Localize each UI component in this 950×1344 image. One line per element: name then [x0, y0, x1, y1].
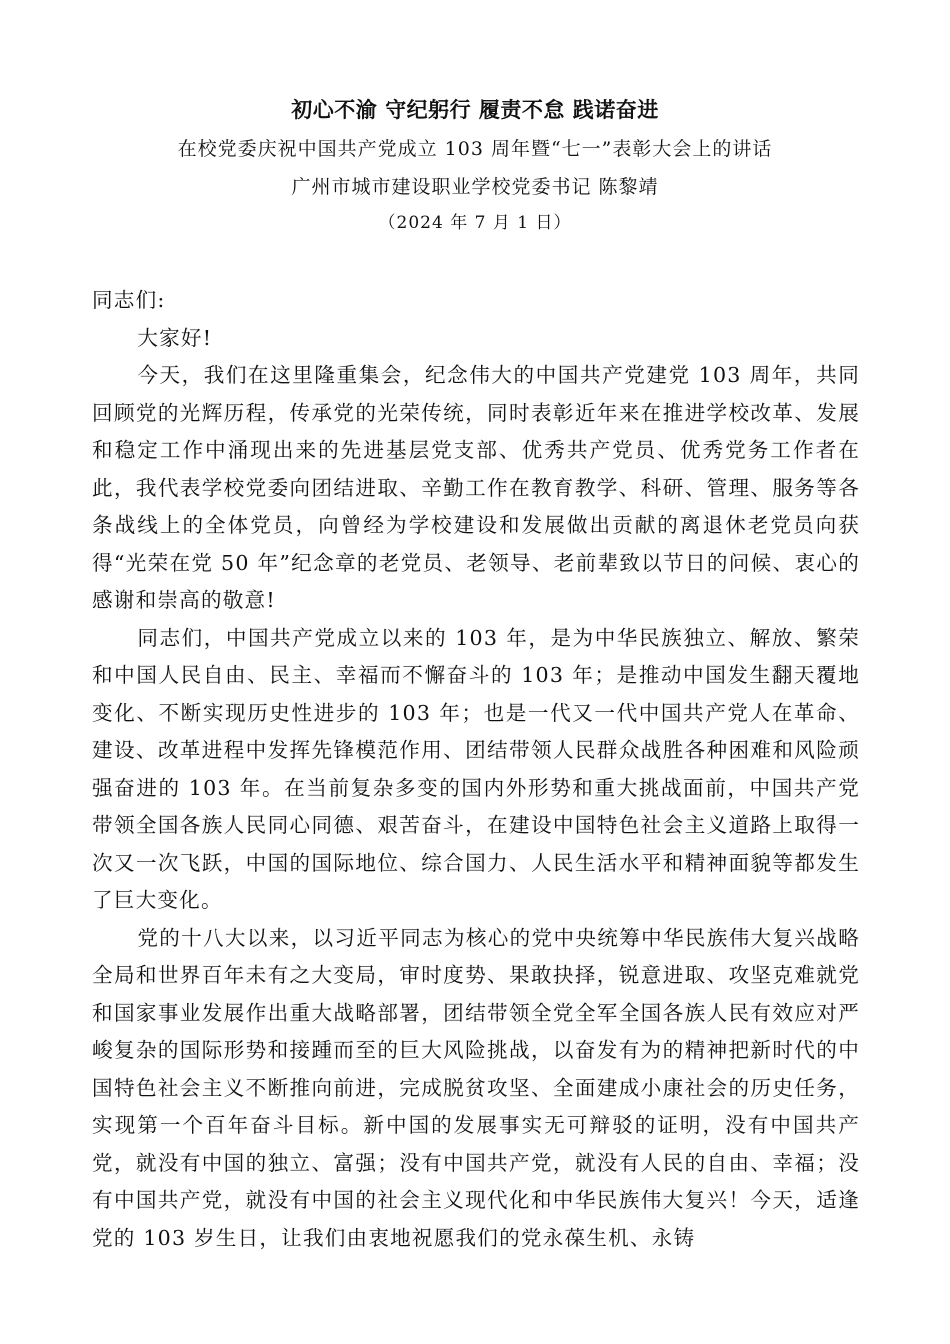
paragraph: 党的十八大以来，以习近平同志为核心的党中央统筹中华民族伟大复兴战略全局和世界百年未有之大变局，审时度势、果敢抉择，锐意进取、攻坚克难就党和国家事业发展作出重大战略部署，团结带领全党全军全国各族人民有效应对严峻复杂的国际形势和接踵而至的巨大风险挑战，以奋发有为的精神把新时代的中国特色社会主义不断推向前进，完成脱贫攻坚、全面建成小康社会的历史任务，实现第一个百年奋斗目标。新中国的发展事实无可辩驳的证明，没有中国共产党，就没有中国的独立、富强；没有中国共产党，就没有人民的自由、幸福；没有中国共产党，就没有中国的社会主义现代化和中华民族伟大复兴！今天，适逢党的 103 岁生日，让我们由衷地祝愿我们的党永葆生机、永铸: [92, 925, 860, 1250]
document-body: [92, 282, 860, 1257]
paragraph: 今天，我们在这里隆重集会，纪念伟大的中国共产党建党 103 周年，共同回顾党的光辉历程，传承党的光荣传统，同时表彰近年来在推进学校改革、发展和稳定工作中涌现出来的先进基层党支部、优秀共产党员、优秀党务工作者在此，我代表学校党委向团结进取、辛勤工作在教育教学、科研、管理、服务等各条战线上的全体党员，向曾经为学校建设和发展做出贡献的离退休老党员向获得“光荣在党 50 年”纪念章的老党员、老领导、老前辈致以节日的问候、衷心的感谢和崇高的敬意!: [92, 363, 860, 612]
salutation: 同志们:: [92, 288, 166, 312]
greeting: 大家好!: [137, 325, 213, 350]
document-title: 初心不渝 守纪躬行 履责不怠 践诺奋进: [291, 97, 659, 122]
paragraph: 同志们，中国共产党成立以来的 103 年，是为中华民族独立、解放、繁荣和中国人民自由、民主、幸福而不懈奋斗的 103 年；是推动中国发生翻天覆地变化、不断实现历史性进步的 103 年；也是一代又一代中国共产党人在革命、建设、改革进程中发挥先锋模范作用、团结带领人民群众战胜各种困难和风险顽强奋进的 103 年。在当前复杂多变的国内外形势和重大挑战面前，中国共产党带领全国各族人民同心同德、艰苦奋斗，在建设中国特色社会主义道路上取得一次又一次飞跃，中国的国际地位、综合国力、人民生活水平和精神面貌等都发生了巨大变化。: [92, 625, 860, 912]
document-author: 广州市城市建设职业学校党委书记 陈黎靖: [291, 176, 659, 198]
document-date: （2024 年 7 月 1 日）: [378, 213, 572, 233]
document-subtitle: 在校党委庆祝中国共产党成立 103 周年暨“七一”表彰大会上的讲话: [177, 138, 773, 160]
